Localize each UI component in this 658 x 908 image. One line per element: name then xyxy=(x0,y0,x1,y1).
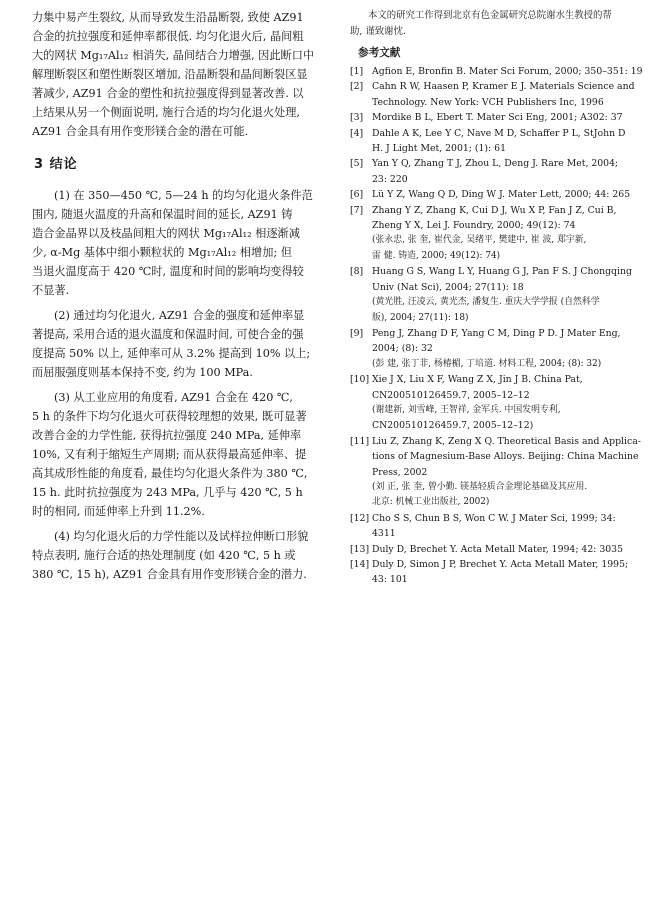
reference-line: 4311 xyxy=(372,528,396,540)
reference-number: [3] xyxy=(350,112,364,124)
text-line: 380 ℃, 15 h), AZ91 合金具有用作变形镁合金的潜力. xyxy=(32,568,307,581)
reference-line: 2004; (8): 32 xyxy=(372,343,433,355)
reference-line: Lü Y Z, Wang Q D, Ding W J. Mater Lett, 2000; 44: 265 xyxy=(372,189,631,201)
reference-line: Yan Y Q, Zhang T J, Zhou L, Deng J. Rare Met, 2004; xyxy=(372,158,619,170)
reference-line: 北京: 机械工业出版社, 2002) xyxy=(372,497,490,508)
reference-line: Zheng Y X, Lei J. Foundry, 2000; 49(12): 74 xyxy=(372,220,576,232)
text-line: 不显著. xyxy=(32,284,70,297)
reference-line: 版), 2004; 27(11): 18) xyxy=(372,312,469,323)
text-line: 合金的抗拉强度和延伸率都很低. 均匀化退火后, 晶间粗 xyxy=(32,30,304,43)
text-line: 大的网状 Mg₁₇Al₁₂ 相消失, 晶间结合力增强, 因此断口中 xyxy=(32,49,315,62)
reference-number: [6] xyxy=(350,189,364,201)
text-line: (4) 均匀化退火后的力学性能以及试样拉伸断口形貌 xyxy=(54,530,309,543)
reference-line: Duly D, Simon J P, Brechet Y. Acta Metall Mater, 1995; xyxy=(372,559,629,570)
right-column xyxy=(350,8,642,588)
reference-item xyxy=(350,64,642,79)
reference-item xyxy=(350,372,642,434)
text-line: (3) 从工业应用的角度看, AZ91 合金在 420 ℃, xyxy=(54,391,293,404)
text-line: 少, α-Mg 基体中细小颗粒状的 Mg₁₇Al₁₂ 相增加; 但 xyxy=(32,246,292,259)
reference-line: Agfion E, Bronfin B. Mater Sci Forum, 2000; 350–351: 19 xyxy=(372,66,643,77)
reference-item xyxy=(350,156,642,187)
reference-item xyxy=(350,326,642,372)
reference-line: Cahn R W, Haasen P, Kramer E J. Materials Science and xyxy=(372,81,635,93)
reference-number: [7] xyxy=(350,204,364,216)
reference-line: tions of Magnesium-Base Alloys. Beijing: China Machine xyxy=(372,451,639,463)
reference-number: [2] xyxy=(350,81,364,93)
reference-line: CN200510126459.7, 2005–12–12) xyxy=(372,420,534,432)
reference-line: (彭 建, 张丁非, 杨椿楣, 丁培道. 材料工程, 2004; (8): 32) xyxy=(372,358,602,369)
reference-number: [4] xyxy=(350,127,364,139)
reference-number: [10] xyxy=(350,374,370,386)
reference-line: (黄光胜, 汪凌云, 黄光杰, 潘复生. 重庆大学学报 (自然科学 xyxy=(372,297,600,308)
reference-item xyxy=(350,187,642,202)
reference-number: [5] xyxy=(350,158,364,170)
reference-line: Huang G S, Wang L Y, Huang G J, Pan F S. J Chongqing xyxy=(372,266,632,278)
conclusion-paragraph-2 xyxy=(32,306,322,382)
text-line: 力集中易产生裂纹, 从而导致发生沿晶断裂, 致使 AZ91 xyxy=(32,11,304,24)
references-heading: 参考文献 xyxy=(358,47,401,59)
reference-line: (刘 正, 张 奎, 曾小勤. 镁基轻质合金理论基础及其应用. xyxy=(372,481,588,492)
section-heading: 3 结论 xyxy=(34,157,78,172)
reference-line: Xie J X, Liu X F, Wang Z X, Jin J B. China Pat, xyxy=(372,374,583,386)
reference-line: (张永忠, 张 奎, 崔代金, 吴绪平, 樊建中, 崔 波, 郑宇新, xyxy=(372,235,587,246)
reference-number: [14] xyxy=(350,559,370,570)
left-column xyxy=(32,8,322,584)
reference-item xyxy=(350,110,642,125)
reference-item xyxy=(350,434,642,511)
reference-line: CN200510126459.7, 2005–12–12 xyxy=(372,389,530,401)
reference-line: Peng J, Zhang D F, Yang C M, Ding P D. J Mater Eng, xyxy=(372,327,621,339)
reference-item xyxy=(350,79,642,110)
text-line: 10%, 又有利于缩短生产周期; 而从获得最高延伸率、提 xyxy=(32,448,307,461)
text-line: (1) 在 350—450 ℃, 5—24 h 的均匀化退火条件范 xyxy=(54,189,313,202)
text-line: 当退火温度高于 420 ℃时, 温度和时间的影响均变得较 xyxy=(32,265,304,278)
text-line: 著减少, AZ91 合金的塑性和抗拉强度得到显著改善. 以 xyxy=(32,87,304,100)
text-line: 度提高 50% 以上, 延伸率可从 3.2% 提高到 10% 以上; xyxy=(32,347,311,360)
reference-line: Univ (Nat Sci), 2004; 27(11): 18 xyxy=(372,281,524,293)
reference-number: [12] xyxy=(350,512,370,524)
text-line: 上结果从另一个侧面说明, 施行合适的均匀化退火处理, xyxy=(32,106,300,119)
reference-line: 23: 220 xyxy=(372,173,408,185)
reference-line: 雷 健. 铸造, 2000; 49(12): 74) xyxy=(372,250,501,261)
reference-item xyxy=(350,542,642,557)
reference-line: Press, 2002 xyxy=(372,466,428,478)
conclusion-paragraph-4 xyxy=(32,527,322,584)
text-line: 高其成形性能的角度看, 最佳均匀化退火条件为 380 ℃, xyxy=(32,467,308,480)
reference-line: H. J Light Met, 2001; (1): 61 xyxy=(372,143,506,155)
reference-list xyxy=(350,64,642,588)
reference-item xyxy=(350,203,642,265)
text-line: 改善合金的力学性能, 获得抗拉强度 240 MPa, 延伸率 xyxy=(32,429,302,442)
reference-line: Technology. New York: VCH Publishers Inc, 1996 xyxy=(372,96,604,108)
reference-line: Cho S S, Chun B S, Won C W. J Mater Sci, 1999; 34: xyxy=(372,512,616,524)
text-line: 时的相同, 而延伸率上升到 11.2%. xyxy=(32,505,205,518)
text-line: 围内, 随退火温度的升高和保温时间的延长, AZ91 铸 xyxy=(32,208,293,221)
reference-item xyxy=(350,557,642,588)
reference-number: [13] xyxy=(350,543,370,555)
reference-line: 43: 101 xyxy=(372,574,408,586)
conclusion-paragraph-3 xyxy=(32,388,322,521)
reference-number: [11] xyxy=(350,435,370,447)
conclusion-paragraph-1 xyxy=(32,186,322,300)
reference-item xyxy=(350,511,642,542)
text-line: 特点表明, 施行合适的热处理制度 (如 420 ℃, 5 h 或 xyxy=(32,549,296,562)
text-line: 15 h. 此时抗拉强度为 243 MPa, 几乎与 420 ℃, 5 h xyxy=(32,486,303,499)
text-line: 而屈服强度则基本保持不变, 约为 100 MPa. xyxy=(32,366,253,379)
intro-paragraph xyxy=(32,8,322,141)
reference-number: [9] xyxy=(350,327,364,339)
acknowledgement xyxy=(350,8,642,39)
text-line: 著提高, 采用合适的退火温度和保温时间, 可使合金的强 xyxy=(32,328,304,341)
text-line: 5 h 的条件下均匀化退火可获得较理想的效果, 既可显著 xyxy=(32,410,307,423)
reference-line: Liu Z, Zhang K, Zeng X Q. Theoretical Basis and Applica- xyxy=(372,435,641,447)
reference-line: Zhang Y Z, Zhang K, Cui D J, Wu X P, Fan J Z, Cui B, xyxy=(372,204,617,216)
text-line: AZ91 合金具有用作变形镁合金的潜在可能. xyxy=(32,125,249,138)
reference-number: [1] xyxy=(350,66,364,77)
reference-line: (谢建新, 刘雪峰, 王智祥, 金军兵. 中国发明专利, xyxy=(372,404,561,415)
reference-item xyxy=(350,264,642,326)
text-line: 造合金晶界以及枝晶间粗大的网状 Mg₁₇Al₁₂ 相逐渐减 xyxy=(32,227,300,240)
reference-line: Dahle A K, Lee Y C, Nave M D, Schaffer P L, StJohn D xyxy=(372,127,626,139)
text-line: 助, 谨致谢忱. xyxy=(350,25,406,37)
reference-line: Duly D, Brechet Y. Acta Metall Mater, 1994; 42: 3035 xyxy=(372,543,623,555)
text-line: 解理断裂区和塑性断裂区增加, 沿晶断裂和晶间断裂区显 xyxy=(32,68,308,81)
text-line: (2) 通过均匀化退火, AZ91 合金的强度和延伸率显 xyxy=(54,309,305,322)
reference-line: Mordike B L, Ebert T. Mater Sci Eng, 2001; A302: 37 xyxy=(372,112,623,124)
text-line: 本文的研究工作得到北京有色金属研究总院谢水生教授的帮 xyxy=(368,10,612,21)
reference-number: [8] xyxy=(350,266,364,278)
reference-item xyxy=(350,126,642,157)
